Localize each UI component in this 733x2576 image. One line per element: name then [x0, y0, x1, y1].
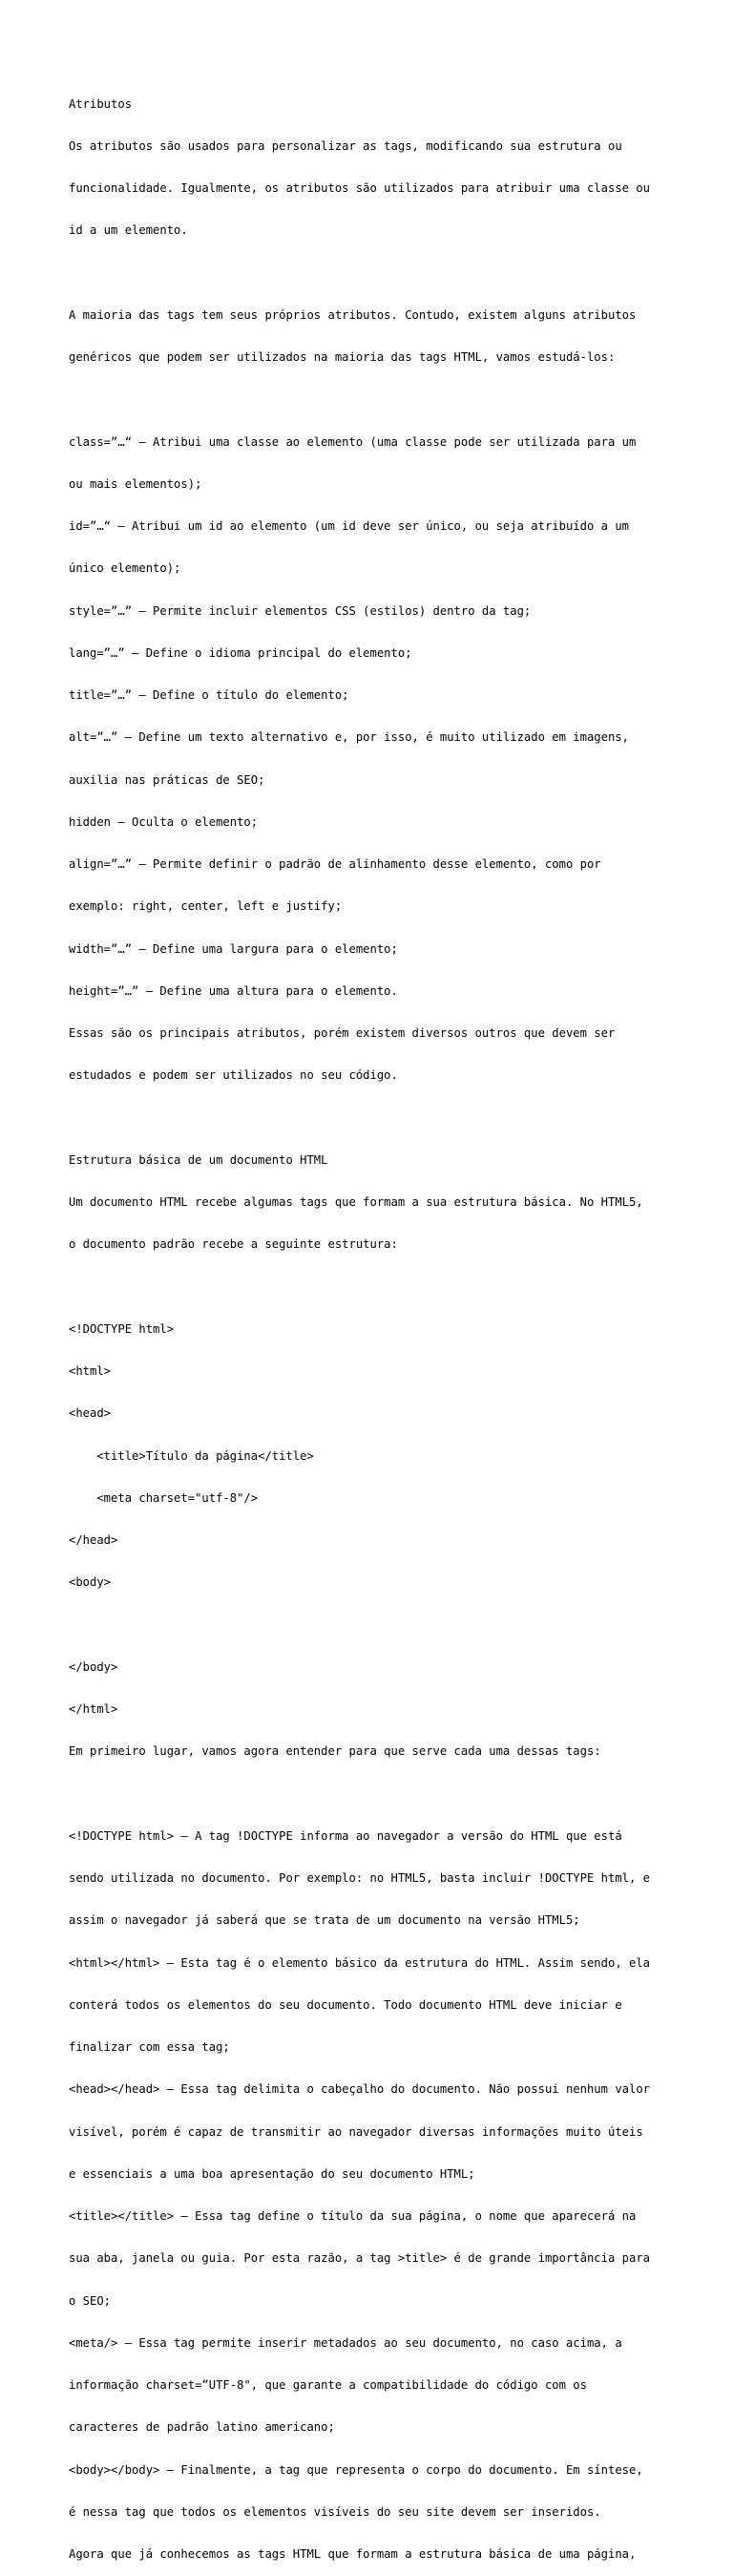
text-line: <!DOCTYPE html>	[69, 1321, 175, 1336]
text-line	[69, 392, 680, 407]
text-line: <html></html> – Esta tag é o elemento básico da estrutura do HTML. Assim sendo, ela	[69, 1955, 651, 1970]
text-line: <body>	[69, 1575, 112, 1590]
text-line: e essenciais a uma boa apresentação do seu documento HTML;	[69, 2166, 475, 2181]
text-line: é nessa tag que todos os elementos visíveis do seu site devem ser inseridos.	[69, 2504, 601, 2519]
document-page	[69, 69, 680, 2576]
text-line: Essas são os principais atributos, porém existem diversos outros que devem ser	[69, 1026, 616, 1040]
text-line: <meta/> – Essa tag permite inserir metadados ao seu documento, no caso acima, a	[69, 2335, 622, 2350]
text-line: hidden – Oculta o elemento;	[69, 814, 259, 829]
text-line: sendo utilizada no documento. Por exemplo: no HTML5, basta incluir !DOCTYPE html, e	[69, 1871, 651, 1885]
text-line: Um documento HTML recebe algumas tags que formam a sua estrutura básica. No HTML5,	[69, 1195, 643, 1209]
text-line: width=”…” – Define uma largura para o elemento;	[69, 941, 398, 956]
text-line: funcionalidade. Igualmente, os atributos são utilizados para atribuir uma classe ou	[69, 181, 651, 195]
text-line: <!DOCTYPE html> – A tag !DOCTYPE informa ao navegador a versão do HTML que está	[69, 1828, 622, 1843]
text-line: <title>Título da página</title>	[69, 1448, 314, 1463]
text-line: único elemento);	[69, 561, 181, 576]
text-line: </head>	[69, 1533, 118, 1547]
text-line	[69, 266, 680, 281]
text-line	[69, 1618, 680, 1633]
text-line: genéricos que podem ser utilizados na maioria das tags HTML, vamos estudá-los:	[69, 350, 616, 364]
text-line: o documento padrão recebe a seguinte estrutura:	[69, 1237, 398, 1252]
text-line: align=”…” – Permite definir o padrão de alinhamento desse elemento, como por	[69, 857, 601, 871]
text-line: Estrutura básica de um documento HTML	[69, 1152, 328, 1167]
text-line	[69, 1111, 680, 1126]
text-line: auxilia nas práticas de SEO;	[69, 772, 265, 787]
text-line: </body>	[69, 1659, 118, 1674]
text-line: estudados e podem ser utilizados no seu código.	[69, 1068, 398, 1083]
text-line: lang=”…” – Define o idioma principal do elemento;	[69, 645, 412, 660]
text-line: ou mais elementos);	[69, 476, 202, 491]
text-line: assim o navegador já saberá que se trata de um documento na versão HTML5;	[69, 1913, 580, 1928]
text-line: informação charset=”UTF-8", que garante a compatibilidade do código com os	[69, 2378, 587, 2392]
text-line: Os atributos são usados para personalizar as tags, modificando sua estrutura ou	[69, 138, 622, 153]
text-line: sua aba, janela ou guia. Por esta razão, a tag >title> é de grande importância para	[69, 2251, 651, 2266]
text-line: <title></title> – Essa tag define o título da sua página, o nome que aparecerá na	[69, 2209, 637, 2223]
text-line: <html>	[69, 1364, 112, 1378]
text-line: <meta charset="utf-8"/>	[69, 1490, 259, 1505]
text-line: Em primeiro lugar, vamos agora entender para que serve cada uma dessas tags:	[69, 1744, 601, 1759]
text-line: height=”…” – Define uma altura para o elemento.	[69, 983, 398, 998]
text-line: conterá todos os elementos do seu documento. Todo documento HTML deve iniciar e	[69, 1997, 622, 2012]
text-line: style=”…” – Permite incluir elementos CSS (estilos) dentro da tag;	[69, 603, 532, 618]
text-line	[69, 1787, 680, 1802]
text-line: alt=”…” – Define um texto alternativo e, por isso, é muito utilizado em imagens,	[69, 730, 629, 745]
text-line: caracteres de padrão latino americano;	[69, 2420, 335, 2435]
text-line: title=”…” – Define o título do elemento;	[69, 688, 349, 702]
text-line: Atributos	[69, 96, 133, 111]
text-line: finalizar com essa tag;	[69, 2040, 230, 2054]
text-line: o SEO;	[69, 2293, 112, 2308]
text-line: </html>	[69, 1702, 118, 1716]
text-line: <body></body> – Finalmente, a tag que representa o corpo do documento. Em síntese,	[69, 2462, 643, 2477]
text-line: exemplo: right, center, left e justify;	[69, 899, 343, 914]
text-line: id a um elemento.	[69, 223, 188, 238]
text-line	[69, 1280, 680, 1295]
text-line: Agora que já conhecemos as tags HTML que formam a estrutura básica de uma página,	[69, 2547, 637, 2561]
text-line: class=”…“ – Atribui uma classe ao elemento (uma classe pode ser utilizada para um	[69, 434, 637, 449]
text-line: <head>	[69, 1406, 112, 1421]
text-line: A maioria das tags tem seus próprios atributos. Contudo, existem alguns atributos	[69, 307, 637, 322]
text-line: visível, porém é capaz de transmitir ao navegador diversas informações muito úteis	[69, 2124, 643, 2139]
text-line: id=”…“ – Atribui um id ao elemento (um id deve ser único, ou seja atribuído a um	[69, 519, 629, 533]
text-line: <head></head> – Essa tag delimita o cabeçalho do documento. Não possui nenhum valor	[69, 2082, 651, 2097]
